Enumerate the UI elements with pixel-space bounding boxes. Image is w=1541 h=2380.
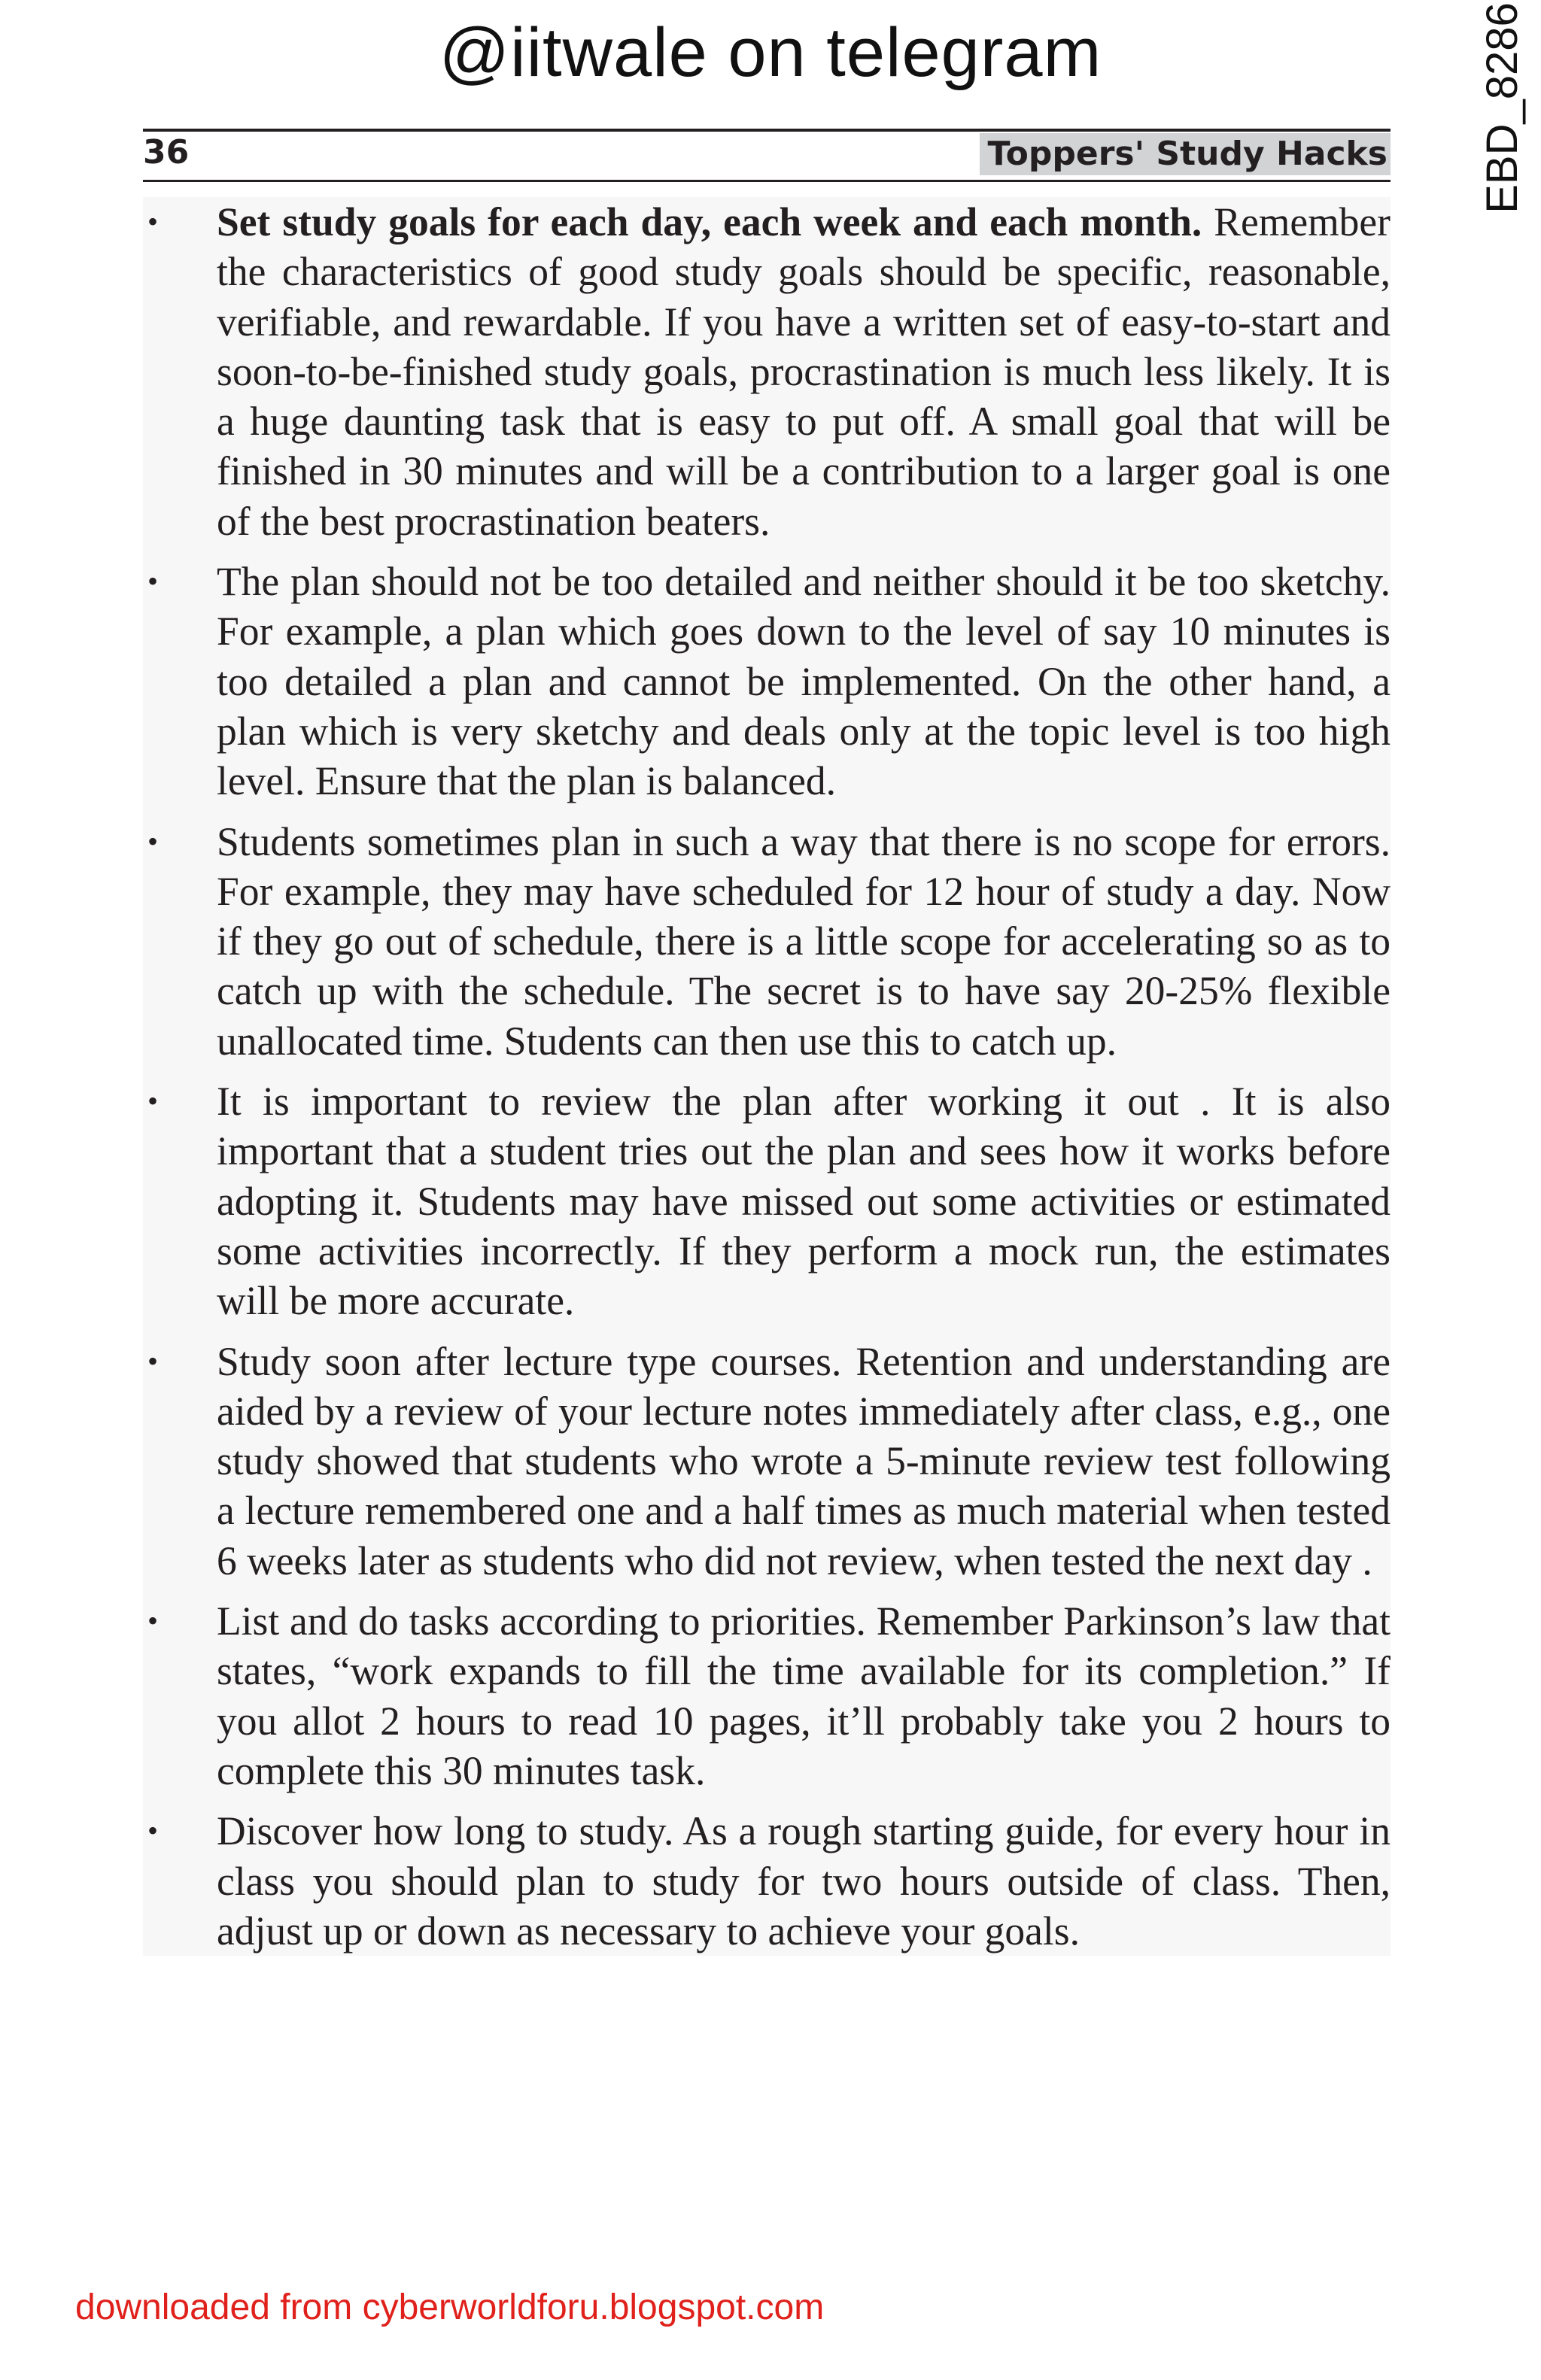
- bullet-item-review-plan: [143, 1076, 1391, 1325]
- bullet-icon: •: [147, 1814, 159, 1848]
- bullet-body-text: Remember the characteristics of good study goals should be specific, reasonable, verifiable, and rewardable. If you have a written set of easy-to-start and soon-to-be-finished study goals, procrastination is much less likely. It is a huge daunting task that is easy to put off. A small goal that will be finished in 30 minutes and will be a contribution to a larger goal is one of the best procrastination beaters.: [217, 199, 1391, 544]
- bullet-icon: •: [147, 1084, 159, 1119]
- page-number: 36: [143, 133, 190, 172]
- bullet-item-plan-detail: [143, 557, 1391, 806]
- bullet-icon: •: [147, 824, 159, 858]
- bullet-body-text: Study soon after lecture type courses. Retention and understanding are aided by a review of your lecture notes immediately after class, e.g., one study showed that students who wrote a 5-minute review test following a lecture remembered one and a half times as much material when tested 6 weeks later as students who did not review, when tested the next day .: [217, 1338, 1391, 1583]
- bullet-lead-text: Set study goals for each day, each week and each month.: [217, 199, 1202, 244]
- bullet-icon: •: [147, 1604, 159, 1638]
- bullet-item-study-after-lecture: [143, 1337, 1391, 1586]
- running-head-title: Toppers' Study Hacks: [980, 133, 1391, 175]
- bullet-icon: •: [147, 564, 159, 599]
- bullet-body-text: The plan should not be too detailed and neither should it be too sketchy. For example, a plan which goes down to the level of say 10 minutes is too detailed a plan and cannot be implemented. On the other hand, a plan which is very sketchy and deals only at the topic level is too high level. Ensure that the plan is balanced.: [217, 559, 1391, 804]
- bullet-item-study-goals: [143, 197, 1391, 546]
- bullet-item-priorities: [143, 1596, 1391, 1796]
- bullet-icon: •: [147, 205, 159, 238]
- bullet-item-how-long-to-study: [143, 1806, 1391, 1956]
- bullet-body-text: It is important to review the plan after working it out . It is also important that a student tries out the plan and sees how it works before adopting it. Students may have missed out some activities or estimated some activities incorrectly. If they perform a mock run, the estimates will be more accurate.: [217, 1079, 1391, 1324]
- download-source-watermark: downloaded from cyberworldforu.blogspot.com: [75, 2287, 825, 2327]
- bullet-body-text: Students sometimes plan in such a way that there is no scope for errors. For example, they may have scheduled for 12 hour of study a day. Now if they go out of schedule, there is a little scope for accelerating so as to catch up with the schedule. The secret is to have say 20-25% flexible unallocated time. Students can then use this to catch up.: [217, 818, 1391, 1064]
- side-code-container: [1464, 2, 1539, 214]
- bullet-body-text: List and do tasks according to priorities. Remember Parkinson’s law that states, “work expands to fill the time available for its completion.” If you allot 2 hours to read 10 pages, it’ll probably take you 2 hours to complete this 30 minutes task.: [217, 1598, 1391, 1793]
- bullet-icon: •: [147, 1343, 159, 1378]
- page-header: [143, 129, 1391, 182]
- bullet-item-scope-for-errors: [143, 817, 1391, 1066]
- telegram-watermark: @iitwale on telegram: [439, 14, 1102, 91]
- bullet-body-text: Discover how long to study. As a rough starting guide, for every hour in class you should plan to study for two hours outside of class. Then, adjust up or down as necessary to achieve your goals.: [217, 1808, 1391, 1953]
- bullet-list: [143, 197, 1391, 1956]
- book-code-label: EBD_8286: [1477, 2, 1527, 214]
